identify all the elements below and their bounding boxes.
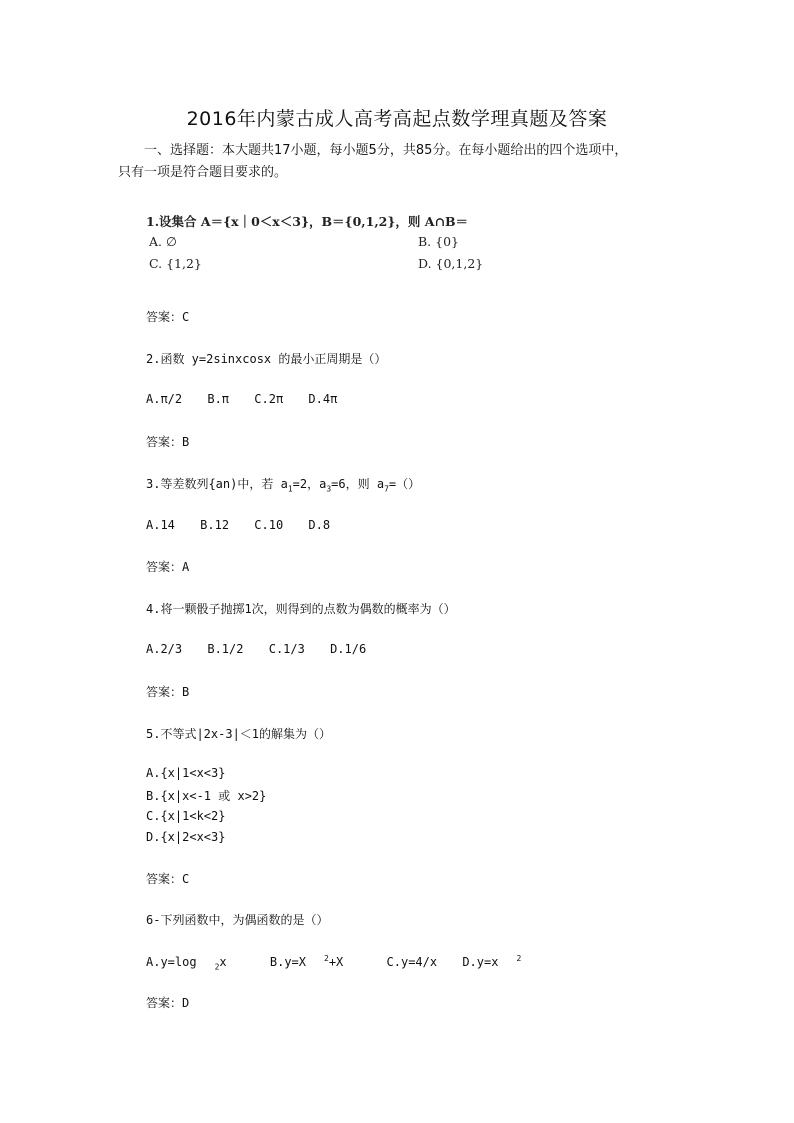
question-2-option-c: C.2π [254, 392, 284, 406]
subscript: 7 [384, 484, 389, 494]
question-6-option-b [270, 954, 361, 969]
question-5-option-c: C.{x|1<k<2} [146, 809, 226, 823]
question-6-option-c: C.y=4/x [386, 955, 438, 969]
question-2-option-b: B.π [207, 392, 230, 406]
question-4-stem: 4.将一颗骰子抛掷1次，则得到的点数为偶数的概率为（） [146, 602, 456, 616]
superscript: 2 [324, 954, 329, 963]
question-4-option-b: B.1/2 [207, 642, 244, 656]
subscript: 3 [326, 484, 332, 494]
question-1-option-d: D. {0,1,2} [418, 256, 484, 271]
question-1-option-c: C. {1,2} [149, 256, 202, 271]
option-text: A.y=log [146, 955, 197, 969]
section-intro [118, 140, 678, 184]
question-3-answer: 答案：A [146, 560, 190, 574]
option-text: x [219, 955, 227, 969]
option-text: B.y=X [269, 955, 306, 969]
question-3-stem-text: =（） [388, 477, 421, 491]
intro-line-2: 只有一项是符合题目要求的。 [118, 165, 288, 180]
question-5-answer: 答案：C [146, 872, 190, 886]
question-5-stem: 5.不等式|2x-3|＜1的解集为（） [146, 727, 332, 741]
question-1-image [146, 212, 496, 278]
question-1-stem: 1.设集合 A＝{x｜0＜x＜3}，B＝{0,1,2}，则 A∩B＝ [146, 214, 469, 229]
subscript: 1 [287, 484, 293, 494]
question-2-option-d: D.4π [308, 392, 338, 406]
question-3-option-c: C.10 [254, 518, 284, 532]
question-4-option-c: C.1/3 [268, 642, 305, 656]
question-3-options [146, 518, 348, 532]
question-6-stem: 6-下列函数中，为偶函数的是（） [146, 913, 329, 927]
question-4-option-a: A.2/3 [146, 642, 183, 656]
question-4-option-d: D.1/6 [330, 642, 367, 656]
question-3-stem [146, 475, 420, 493]
question-2-answer: 答案：B [146, 435, 190, 449]
superscript: 2 [516, 954, 522, 963]
question-1-option-a: A. ∅ [149, 234, 177, 249]
page-title: 2016年内蒙古成人高考高起点数学理真题及答案 [186, 108, 608, 130]
question-6-options [146, 954, 539, 971]
question-4-options [146, 642, 384, 656]
question-4-answer: 答案：B [146, 685, 190, 699]
question-6-option-d [462, 954, 521, 969]
question-1-answer: 答案：C [146, 310, 190, 324]
intro-line-1: 一、选择题：本大题共17小题，每小题5分，共85分。在每小题给出的四个选项中， [144, 143, 628, 158]
question-2-option-a: A.π/2 [146, 392, 183, 406]
question-3-option-b: B.12 [200, 518, 230, 532]
question-6-option-a [146, 955, 245, 971]
question-3-option-a: A.14 [146, 518, 175, 532]
question-2-options [146, 392, 355, 406]
option-text: D.y=x [462, 955, 499, 969]
question-3-stem-text: =2，a [292, 477, 327, 491]
question-6-answer: 答案：D [146, 996, 190, 1010]
question-3-option-d: D.8 [308, 518, 331, 532]
question-2-stem: 2.函数 y=2sinxcosx 的最小正周期是（） [146, 352, 387, 366]
question-5-option-d: D.{x|2<x<3} [146, 830, 226, 844]
option-text: +X [328, 955, 344, 969]
question-3-stem-text: 3.等差数列{an)中，若 a [146, 477, 288, 491]
question-1-option-b: B. {0} [418, 234, 459, 249]
question-3-stem-text: =6，则 a [331, 477, 385, 491]
question-5-option-a: A.{x|1<x<3} [146, 766, 226, 780]
question-5-option-b: B.{x|x<-1 或 x>2} [146, 789, 267, 803]
subscript: 2 [214, 962, 220, 972]
